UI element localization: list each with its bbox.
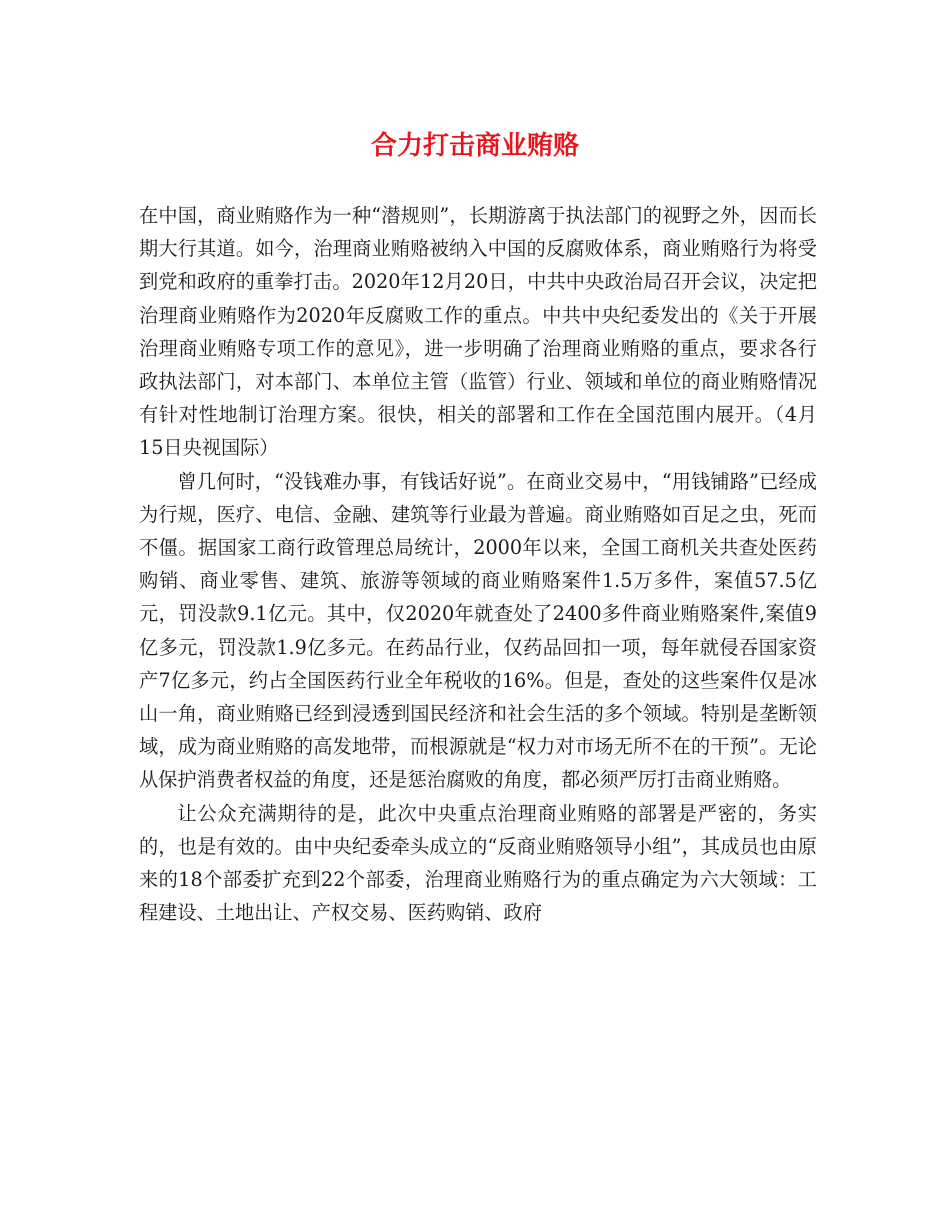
paragraph-2: 曾几何时，“没钱难办事，有钱话好说”。在商业交易中，“用钱铺路”已经成为行规，医疗、电信、金融、建筑等行业最为普遍。商业贿赂如百足之虫，死而不僵。据国家工商行政管理总局统计，2000年以来，全国工商机关共查处医药购销、商业零售、建筑、旅游等领域的商业贿赂案件1.5万多件，案值57.5亿元，罚没款9.1亿元。其中，仅2020年就查处了2400多件商业贿赂案件,案值9亿多元，罚没款1.9亿多元。在药品行业，仅药品回扣一项，每年就侵吞国家资产7亿多元，约占全国医药行业全年税收的16%。但是，查处的这些案件仅是冰山一角，商业贿赂已经到浸透到国民经济和社会生活的多个领域。特别是垄断领域，成为商业贿赂的高发地带，而根源就是“权力对市场无所不在的干预”。无论从保护消费者权益的角度，还是惩治腐败的角度，都必须严厉打击商业贿赂。 xyxy=(139,469,817,792)
paragraph-1: 在中国，商业贿赂作为一种“潜规则”，长期游离于执法部门的视野之外，因而长期大行其道。如今，治理商业贿赂被纳入中国的反腐败体系，商业贿赂行为将受到党和政府的重拳打击。2020年12月20日，中共中央政治局召开会议，决定把治理商业贿赂作为2020年反腐败工作的重点。中共中央纪委发出的《关于开展治理商业贿赂专项工作的意见》，进一步明确了治理商业贿赂的重点，要求各行政执法部门，对本部门、本单位主管（监管）行业、领域和单位的商业贿赂情况有针对性地制订治理方案。很快，相关的部署和工作在全国范围内展开。（4月15日央视国际） xyxy=(139,204,817,460)
paragraph-3: 让公众充满期待的是，此次中央重点治理商业贿赂的部署是严密的，务实的，也是有效的。由中央纪委牵头成立的“反商业贿赂领导小组”，其成员也由原来的18个部委扩充到22个部委，治理商业贿赂行为的重点确定为六大领域：工程建设、土地出让、产权交易、医药购销、政府 xyxy=(139,801,817,925)
document-title: 合力打击商业贿赂 xyxy=(370,131,579,161)
document-body xyxy=(139,199,817,929)
